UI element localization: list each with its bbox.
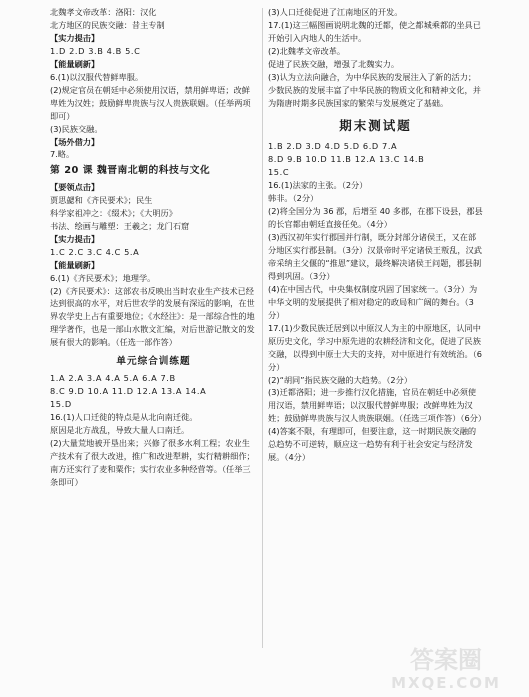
text-line: 韩非。（2分）	[268, 193, 319, 204]
text-paragraph: (2)《齐民要术》：这部农书反映出当时农业生产技术已经达到很高的水平，对后世农学的发展有深远的影响，在世界农学史上占有重要地位；《水经注》：是一部综合性的地理学著作，也是一部山水散文汇编，对后世游记散文的发展有很大的影响。（任选一部作答）	[50, 285, 255, 348]
unit-title: 单元综合训练题	[116, 356, 191, 368]
text-paragraph: (2)规定官员在朝廷中必须使用汉语，禁用鲜卑语；改鲜卑姓为汉姓；鼓励鲜卑贵族与汉人贵族联姻。（任举两项即可）	[50, 84, 251, 121]
lesson-title: 第 20 课 魏晋南北朝的科技与文化	[50, 165, 211, 177]
text-line: 6.(1)以汉服代替鲜卑服。	[50, 71, 144, 82]
left-column	[50, 6, 257, 489]
text-paragraph: (4)答案不限，有理即可，但要注意，这一时期民族交融的总趋势不可逆转，顺应这一趋势有利于社会安定与经济发展。（4分）	[268, 426, 477, 463]
section-label: 【能量刷新】	[50, 58, 100, 69]
column-divider	[262, 8, 263, 648]
text-line: 16.(1)法家的主张。（2分）	[268, 180, 368, 191]
text-paragraph: (4)在中国古代，中央集权制度巩固了国家统一。（3分）为中华文明的发展提供了相对稳定的政局和广阔的舞台。（3分）	[268, 283, 478, 320]
text-line: (3)民族交融。	[50, 123, 103, 134]
text-paragraph: 17.(1)这三幅图画说明北魏的迁都，使之都城乘都的坐具已开始引入内地人的生活中。	[268, 19, 481, 43]
text-paragraph: 17.(1)少数民族迁居到以中原汉人为主的中原地区，认同中原历史文化，学习中原先进的农耕经济和文化，促进了民族交融，以得到中原士大夫的支持，对中原进行有效统治。（6分）	[268, 322, 482, 372]
answer-line: 1.C 2.C 3.C 4.C 5.A	[50, 246, 140, 257]
section-label: 【能量刷新】	[50, 259, 100, 270]
answer-line: 15.C	[268, 167, 290, 178]
text-line: 6.(1)《齐民要术》；地理学。	[50, 272, 156, 283]
text-line: 促进了民族交融，增强了北魏实力。	[268, 58, 400, 69]
text-paragraph: (3)迁都洛阳；进一步推行汉化措施，官员在朝廷中必须使用汉语，禁用鲜卑语；以汉服代替鲜卑服；改鲜卑姓为汉姓；鼓励鲜卑贵族与汉人贵族联姻。（任选三项作答）（6分）	[268, 387, 487, 424]
answer-line: 1.A 2.A 3.A 4.A 5.A 6.A 7.B	[50, 373, 176, 384]
text-line: (2)北魏孝文帝改革。	[268, 45, 346, 56]
right-column	[268, 6, 487, 464]
watermark-logo	[371, 641, 521, 693]
text-line: 16.(1)人口迁徙的特点是从北向南迁徙。	[50, 412, 198, 423]
text-line: (2)“胡同”指民族交融的大趋势。（2分）	[268, 374, 413, 385]
answer-line: 1.D 2.D 3.B 4.B 5.C	[50, 45, 141, 56]
answer-line: 8.D 9.B 10.D 11.B 12.A 13.C 14.B	[268, 154, 425, 165]
text-line: 7.略。	[50, 149, 75, 160]
text-paragraph: (3)认为立法向融合，为中华民族的发展注入了新的活力；少数民族的发展丰富了中华民族的物质文化和精神文化，并为隋唐时期多民族国家的繁荣与发展奠定了基础。	[268, 71, 481, 108]
text-line: 北方地区的民族交融：昔主专制	[50, 19, 165, 30]
text-line: 科学家祖冲之：《缀术》；《大明历》	[50, 207, 177, 218]
exam-title: 期末测试题	[339, 117, 412, 133]
watermark-logo-icon	[371, 641, 521, 693]
text-line: 北魏孝文帝改革：洛阳：汉化	[50, 7, 157, 17]
section-label: 【实力提击】	[50, 233, 100, 244]
section-label: 【场外借力】	[50, 136, 100, 147]
section-label: 【实力提击】	[50, 32, 100, 43]
answer-line: 15.D	[50, 399, 72, 410]
watermark-text-cn: 答案圈	[410, 646, 482, 674]
text-line: (3)人口迁徙促进了江南地区的开发。	[268, 7, 403, 17]
answer-line: 1.B 2.D 3.D 4.D 5.D 6.D 7.A	[268, 141, 398, 152]
text-paragraph: (2)大量荒地被开垦出来；兴修了很多水利工程；农业生产技术有了很大改进，推广和改进犁耕，实行精耕细作；南方还实行了麦和粟作；实行农业多种经营等。（任举三条即可）	[50, 438, 255, 488]
answer-line: 8.C 9.D 10.A 11.D 12.A 13.A 14.A	[50, 386, 207, 397]
section-label: 【要领点击】	[50, 181, 100, 192]
watermark-text-en: MXQE.COM	[391, 674, 501, 692]
text-paragraph: (2)将全国分为 36 郡，后增至 40 多郡，在郡下设县，郡县的长官都由朝廷直接任免。（4分）	[268, 206, 483, 230]
text-paragraph: (3)西汉初年实行郡国并行制，既分封部分诸侯王，又在部分地区实行郡县制。（3分）汉景帝时平定诸侯王叛乱，汉武帝采纳主父偃的“推恩”建议，最终解决诸侯王问题，郡县制得到巩固。（3分）	[268, 232, 482, 281]
text-line: 贾思勰和《齐民要术》；民生	[50, 194, 153, 205]
text-line: 书法、绘画与雕塑：王羲之；龙门石窟	[50, 220, 190, 231]
text-line: 原因是北方战乱，导致大量人口南迁。	[50, 425, 190, 436]
